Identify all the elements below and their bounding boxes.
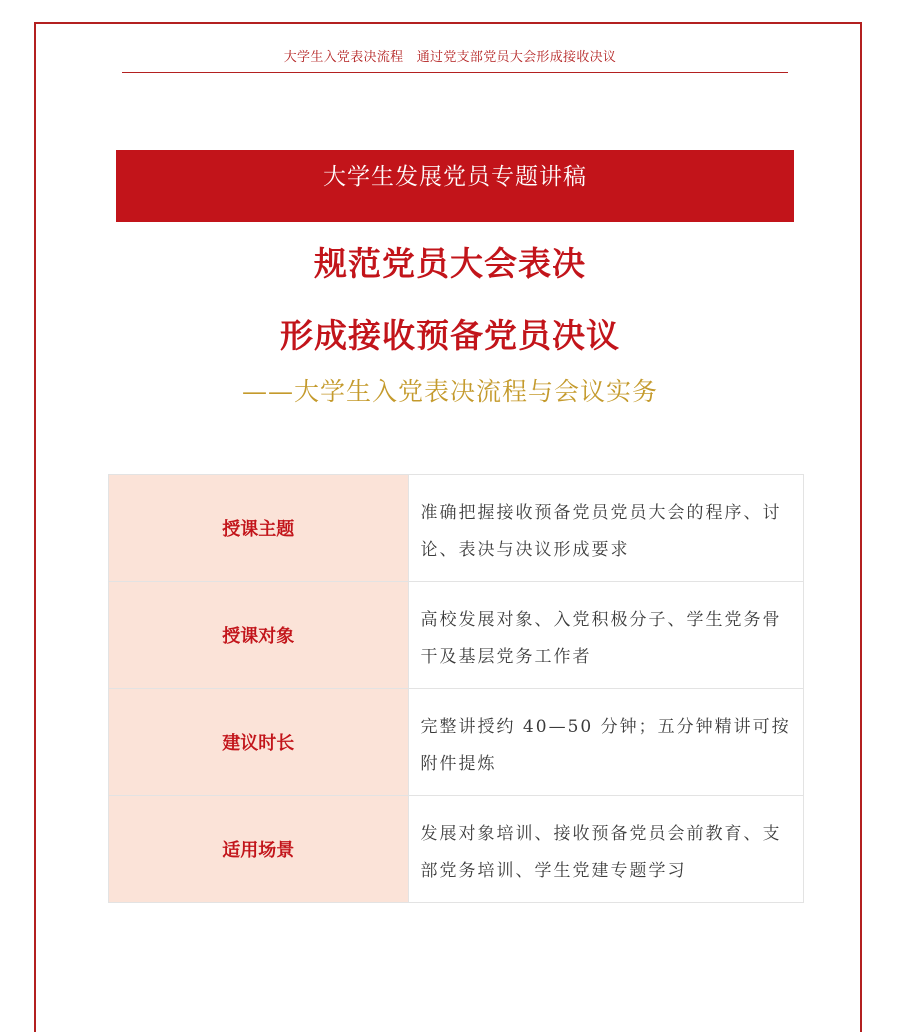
row-label: 授课主题	[109, 475, 409, 582]
table-row	[109, 796, 804, 903]
row-label: 建议时长	[109, 689, 409, 796]
header-divider	[122, 72, 788, 73]
table-row	[109, 689, 804, 796]
row-label: 授课对象	[109, 582, 409, 689]
row-value-cell	[408, 582, 803, 689]
row-value-cell	[408, 689, 803, 796]
main-title-line-1: 规范党员大会表决	[314, 244, 586, 283]
row-value-cell	[408, 475, 803, 582]
row-value: 发展对象培训、接收预备党员会前教育、支部党务培训、学生党建专题学习	[420, 824, 782, 881]
page-frame	[34, 22, 862, 1032]
running-header: 大学生入党表决流程 通过党支部党员大会形成接收决议	[283, 50, 617, 65]
course-info-table	[108, 474, 804, 903]
row-value: 高校发展对象、入党积极分子、学生党务骨干及基层党务工作者	[420, 610, 782, 667]
row-label: 适用场景	[109, 796, 409, 903]
row-value: 准确把握接收预备党员党员大会的程序、讨论、表决与决议形成要求	[420, 503, 782, 560]
row-value: 完整讲授约 40—50 分钟；五分钟精讲可按附件提炼	[420, 717, 791, 774]
main-title-line-2: 形成接收预备党员决议	[280, 316, 620, 355]
row-value-cell	[408, 796, 803, 903]
subtitle: ——大学生入党表决流程与会议实务	[241, 377, 658, 406]
topic-banner: 大学生发展党员专题讲稿	[116, 150, 794, 222]
table-row	[109, 475, 804, 582]
table-row	[109, 582, 804, 689]
